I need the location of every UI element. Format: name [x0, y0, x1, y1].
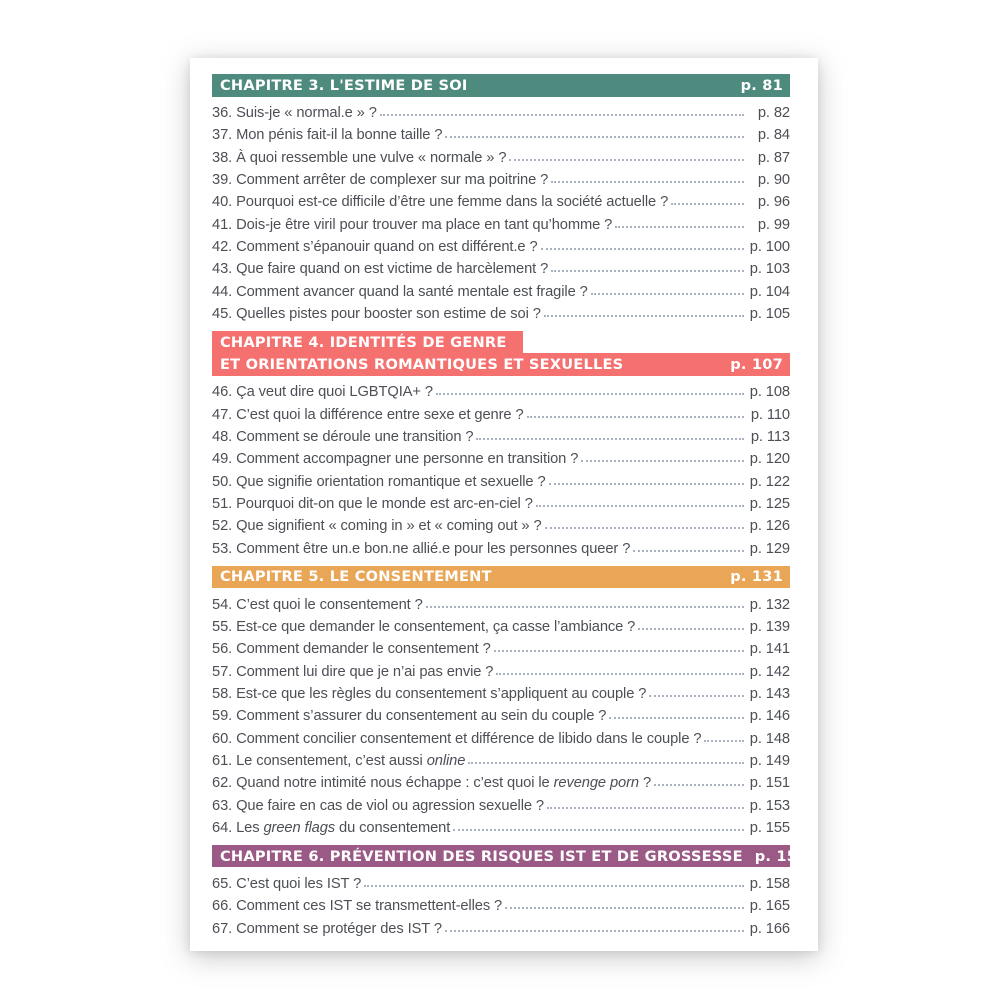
chapter-header	[212, 74, 790, 97]
entry-page-number: p. 96	[757, 194, 790, 211]
entry-page-number: p. 132	[749, 596, 790, 613]
toc-entry	[212, 277, 790, 299]
dotted-leader	[545, 527, 744, 529]
toc-entry	[212, 490, 790, 512]
entry-page-number: p. 108	[749, 384, 790, 401]
entry-label-segment: du consentement	[335, 819, 451, 836]
entry-label: 54. C’est quoi le consentement ?	[212, 596, 423, 613]
entry-label: 38. À quoi ressemble une vulve « normale » ?	[212, 149, 507, 166]
entry-label-italic-segment: green flags	[263, 819, 336, 836]
entry-label: 65. C’est quoi les IST ?	[212, 875, 362, 892]
chapter-header-band	[212, 353, 790, 376]
entry-label: 39. Comment arrêter de complexer sur ma poitrine ?	[212, 171, 549, 188]
entry-label-segment: 62. Quand notre intimité nous échappe : c’est quoi le	[212, 775, 554, 792]
entry-page-number: p. 142	[749, 663, 790, 680]
entry-label: 63. Que faire en cas de viol ou agression sexuelle ?	[212, 797, 545, 814]
entry-label: 51. Pourquoi dit-on que le monde est arc-en-ciel ?	[212, 496, 533, 512]
entry-page-number: p. 113	[750, 428, 790, 445]
entry-page-number: p. 129	[749, 540, 790, 557]
table-of-contents	[212, 74, 808, 937]
entry-page-number: p. 84	[757, 127, 790, 144]
dotted-leader	[638, 628, 744, 630]
dotted-leader	[609, 717, 744, 719]
entry-page-number: p. 99	[757, 216, 790, 233]
toc-entry	[212, 680, 790, 702]
toc-entry	[212, 914, 790, 936]
chapter-header-band	[212, 331, 523, 354]
chapter-header	[212, 845, 808, 868]
entry-label: 43. Que faire quand on est victime de harcèlement ?	[212, 261, 549, 278]
dotted-leader	[468, 762, 744, 764]
book-page	[190, 58, 818, 951]
entry-page-number: p. 139	[749, 618, 790, 635]
entry-label: 40. Pourquoi est-ce difficile d’être une femme dans la société actuelle ?	[212, 194, 669, 211]
chapter-page-number: p. 131	[730, 568, 783, 586]
dotted-leader	[505, 907, 744, 909]
chapter-page-number: p. 107	[730, 356, 783, 374]
entry-label	[212, 775, 651, 791]
toc-entry	[212, 613, 790, 635]
toc-entry	[212, 233, 790, 255]
entry-page-number: p. 151	[749, 775, 790, 792]
entry-label: 57. Comment lui dire que je n’ai pas envie ?	[212, 663, 494, 680]
toc-entry	[212, 467, 790, 489]
entry-label: 53. Comment être un.e bon.ne allié.e pour les personnes queer ?	[212, 540, 631, 557]
toc-entry	[212, 747, 790, 769]
chapter-entry-list	[212, 378, 790, 557]
entry-page-number: p. 122	[749, 473, 790, 490]
toc-entry	[212, 378, 790, 400]
toc-entry	[212, 657, 790, 679]
entry-page-number: p. 143	[749, 685, 790, 702]
entry-label: 44. Comment avancer quand la santé mentale est fragile ?	[212, 283, 588, 300]
entry-label: 60. Comment concilier consentement et différence de libido dans le couple ?	[212, 730, 702, 747]
entry-label-italic-segment: revenge porn	[553, 775, 639, 792]
toc-entry	[212, 791, 790, 813]
chapter-entry-list	[212, 590, 790, 836]
dotted-leader	[581, 460, 744, 462]
entry-label: 47. C’est quoi la différence entre sexe et genre ?	[212, 406, 524, 423]
entry-page-number: p. 100	[749, 238, 790, 255]
dotted-leader	[436, 393, 744, 395]
toc-entry	[212, 188, 790, 210]
chapter-page-number: p. 157	[754, 847, 808, 865]
entry-page-number: p. 104	[749, 283, 790, 300]
dotted-leader	[615, 226, 744, 228]
entry-label: 45. Quelles pistes pour booster son estime de soi ?	[212, 305, 541, 322]
entry-label: 66. Comment ces IST se transmettent-elles ?	[212, 898, 503, 915]
entry-page-number: p. 141	[749, 641, 790, 658]
dotted-leader	[494, 650, 744, 652]
dotted-leader	[704, 740, 744, 742]
entry-label: 37. Mon pénis fait-il la bonne taille ?	[212, 127, 443, 144]
entry-label: 48. Comment se déroule une transition ?	[212, 428, 474, 445]
entry-page-number: p. 82	[757, 104, 790, 121]
entry-page-number: p. 126	[749, 518, 790, 535]
entry-page-number: p. 153	[749, 797, 790, 814]
entry-label: 42. Comment s’épanouir quand on est différent.e ?	[212, 238, 538, 255]
dotted-leader	[496, 673, 744, 675]
dotted-leader	[649, 695, 744, 697]
toc-entry	[212, 769, 790, 791]
entry-label: 36. Suis-je « normal.e » ?	[212, 104, 377, 121]
entry-page-number: p. 87	[757, 149, 790, 166]
toc-entry	[212, 166, 790, 188]
entry-page-number: p. 120	[749, 451, 790, 468]
dotted-leader	[426, 606, 744, 608]
entry-page-number: p. 103	[749, 261, 790, 278]
toc-entry	[212, 300, 790, 322]
entry-page-number: p. 166	[749, 920, 790, 937]
dotted-leader	[445, 136, 744, 138]
dotted-leader	[551, 181, 744, 183]
entry-page-number: p. 105	[749, 305, 790, 322]
dotted-leader	[445, 930, 744, 932]
chapter-header	[212, 566, 790, 589]
entry-page-number: p. 110	[750, 406, 790, 423]
dotted-leader	[547, 807, 744, 809]
toc-entry	[212, 724, 790, 746]
chapter-header-band	[212, 74, 790, 97]
chapter-title: CHAPITRE 4. IDENTITÉS DE GENRE	[220, 333, 507, 351]
dotted-leader	[654, 784, 744, 786]
dotted-leader	[476, 438, 744, 440]
toc-section	[212, 566, 790, 836]
chapter-title: ET ORIENTATIONS ROMANTIQUES ET SEXUELLES	[220, 356, 624, 374]
toc-entry	[212, 143, 790, 165]
chapter-header-band	[212, 845, 808, 868]
chapter-title: CHAPITRE 3. L'ESTIME DE SOI	[220, 76, 468, 94]
toc-entry	[212, 892, 790, 914]
dotted-leader	[364, 885, 744, 887]
entry-page-number: p. 165	[749, 898, 790, 915]
entry-page-number: p. 148	[749, 730, 790, 747]
entry-page-number: p. 125	[749, 496, 790, 512]
dotted-leader	[509, 159, 744, 161]
chapter-title: CHAPITRE 6. PRÉVENTION DES RISQUES IST ET DE GROSSESSE	[220, 847, 743, 865]
toc-entry	[212, 869, 790, 891]
dotted-leader	[551, 270, 744, 272]
entry-label: 49. Comment accompagner une personne en transition ?	[212, 451, 579, 468]
toc-entry	[212, 702, 790, 724]
entry-page-number: p. 155	[749, 819, 790, 836]
chapter-header	[212, 331, 790, 376]
dotted-leader	[453, 829, 744, 831]
entry-page-number: p. 146	[749, 708, 790, 725]
toc-entry	[212, 400, 790, 422]
dotted-leader	[549, 483, 744, 485]
dotted-leader	[544, 315, 744, 317]
dotted-leader	[541, 248, 744, 250]
dotted-leader	[671, 203, 744, 205]
entry-label: 52. Que signifient « coming in » et « coming out » ?	[212, 518, 542, 535]
entry-label: 50. Que signifie orientation romantique et sexuelle ?	[212, 473, 546, 490]
entry-label: 67. Comment se protéger des IST ?	[212, 920, 442, 937]
chapter-header-band	[212, 566, 790, 589]
toc-section	[212, 331, 790, 557]
entry-label: 55. Est-ce que demander le consentement, ça casse l’ambiance ?	[212, 618, 636, 635]
entry-label-segment: 64. Les	[212, 819, 264, 836]
entry-label: 46. Ça veut dire quoi LGBTQIA+ ?	[212, 384, 433, 401]
dotted-leader	[591, 293, 744, 295]
entry-label: 41. Dois-je être viril pour trouver ma place en tant qu’homme ?	[212, 216, 613, 233]
toc-entry	[212, 512, 790, 534]
toc-entry	[212, 121, 790, 143]
chapter-title: CHAPITRE 5. LE CONSENTEMENT	[220, 568, 492, 586]
dotted-leader	[527, 416, 744, 418]
toc-section	[212, 845, 808, 937]
entry-page-number: p. 149	[749, 752, 790, 769]
toc-entry	[212, 635, 790, 657]
toc-entry	[212, 534, 790, 556]
chapter-page-number: p. 81	[740, 76, 783, 94]
toc-entry	[212, 590, 790, 612]
entry-label: 59. Comment s’assurer du consentement au sein du couple ?	[212, 708, 607, 725]
dotted-leader	[536, 505, 744, 507]
toc-entry	[212, 814, 790, 836]
toc-entry	[212, 423, 790, 445]
dotted-leader	[633, 550, 744, 552]
entry-label	[212, 753, 465, 769]
toc-section	[212, 74, 790, 322]
entry-page-number: p. 158	[749, 875, 790, 892]
entry-label: 58. Est-ce que les règles du consentement s’appliquent au couple ?	[212, 685, 647, 702]
chapter-entry-list	[212, 869, 790, 936]
entry-label-italic-segment: online	[426, 752, 466, 769]
toc-entry	[212, 255, 790, 277]
entry-label-segment: 61. Le consentement, c’est aussi	[212, 752, 427, 769]
toc-entry	[212, 99, 790, 121]
toc-entry	[212, 210, 790, 232]
entry-label	[212, 820, 450, 836]
entry-label-segment: ?	[638, 775, 652, 792]
chapter-entry-list	[212, 99, 790, 322]
entry-label: 56. Comment demander le consentement ?	[212, 641, 491, 658]
toc-entry	[212, 445, 790, 467]
entry-page-number: p. 90	[757, 171, 790, 188]
dotted-leader	[380, 114, 744, 116]
